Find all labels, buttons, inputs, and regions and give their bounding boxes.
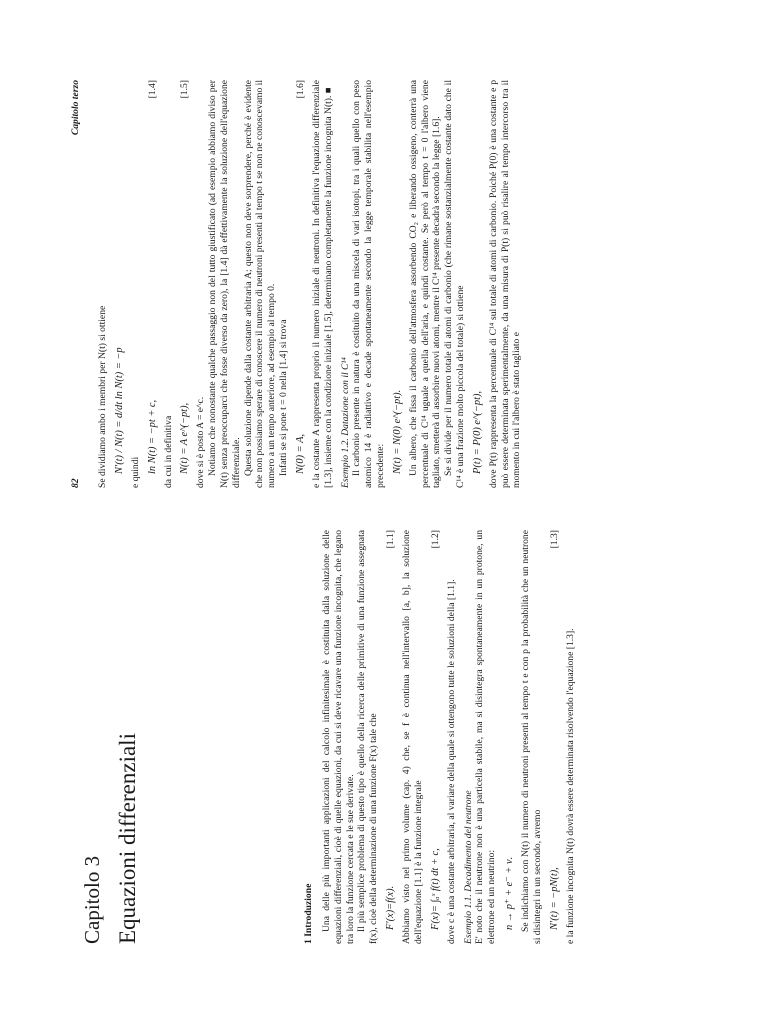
equation <box>392 80 403 488</box>
paragraph: Una delle più importanti applicazioni del calcolo infinitesimale è costituita dalla soluzione delle equazioni differenziali, cioè di quelle equazioni, da cui si deve ricavare una funzione incognita, che legano tra loro la funzione cercata e le sue derivate. <box>321 530 356 944</box>
paragraph: e quindi <box>129 456 141 488</box>
equation-body: n → p⁺ + e⁻ + ν. <box>503 856 515 930</box>
equation <box>385 530 396 944</box>
equation <box>179 80 190 488</box>
running-head: Capitolo terzo <box>70 80 81 136</box>
paragraph: dove si è posto A = e^c. <box>195 396 207 488</box>
equation-body: N′(t) = −pN(t), <box>548 867 560 930</box>
equation-body: F(x)= ∫ₐˣ f(t) dt + c, <box>429 848 441 930</box>
left-page <box>0 512 768 1024</box>
paragraph: Se indichiamo con N(t) il numero di neutroni presenti al tempo t e con p la probabilità che un neutrone si disintegri in un secondo, avremo <box>519 530 543 944</box>
paragraph: da cui in definitiva <box>162 415 174 488</box>
paragraph: dove c è una costante arbitraria, al variare della quale si ottengono tutte le soluzioni della [1.1]. <box>445 579 457 944</box>
equation <box>472 80 483 488</box>
paragraph: Questa soluzione dipende dalla costante arbitraria A; questo non deve sorprendere, perché è evidente che non possiamo sperare di conoscere il numero di neutroni presenti al tempo t se non ne conoscevamo il numero a un tempo anteriore, ad esempio al tempo 0. <box>242 80 278 488</box>
chapter-number: Capitolo 3 <box>80 855 104 944</box>
equation-tag: [1.2] <box>429 530 441 549</box>
equation <box>549 530 560 944</box>
equation <box>295 80 306 488</box>
equation <box>147 80 158 488</box>
paragraph: Notiamo che nonostante qualche passaggio non del tutto giustificato (ad esempio abbiamo diviso per N(t) senza preoccuparci che fosse diverso da zero), la [1.4] dà effettivamente la soluzione dell'equazione differenziale. <box>207 80 242 488</box>
paragraph: Se dividiamo ambo i membri per N(t) si ottiene <box>97 305 108 488</box>
equation-body: N′(t) / N(t) = d/dt ln N(t) = −p <box>113 347 125 474</box>
equation <box>114 80 125 488</box>
equation-tag: [1.4] <box>146 80 158 99</box>
equation-tag: [1.3] <box>548 530 560 549</box>
paragraph: Il carbonio presente in natura è costituito da una miscela di vari isotopi, tra i quali quello con peso atomico 14 è radiattivo e decade spontaneamente secondo la legge temporale stabilita nell'esempio precedente: <box>351 80 386 488</box>
example-title: Esempio 1.1. Decadimento del neutrone <box>463 790 475 944</box>
equation <box>430 530 441 944</box>
equation-body: N(t) = A e^(−pt), <box>179 402 191 474</box>
equation-tag: [1.5] <box>179 80 191 99</box>
equation-body: N(t) = N(0) e^(−pt). <box>391 389 403 474</box>
paragraph: dove P(t) rappresenta la percentuale di C¹⁴ sul totale di atomi di carbonio. Poiché P(0) è una costante e p può essere determinata sperimentalmente, da una misura di P(t) si può risalire al tempo intercorso tra il momento in cui l'albero è stato tagliato e <box>487 80 523 488</box>
chapter-title: Equazioni differenziali <box>115 733 140 944</box>
equation-body: N(0) = A, <box>294 433 306 474</box>
page-number: 82 <box>70 478 81 488</box>
paragraph: Il più semplice problema di questo tipo è quello della ricerca delle primitive di una funzione assegnata f(x), cioè della determinazione di una funzione F(x) tale che <box>356 530 380 944</box>
paragraph: Abbiamo visto nel primo volume (cap. 4) che, se f è continua nell'intervallo [a, b], la soluzione dell'equazione [1.1] è la funzione integrale <box>400 530 424 944</box>
example-title: Esempio 1.2. Datazione con il C¹⁴ <box>340 357 352 488</box>
paragraph: Infatti se si pone t = 0 nella [1.4] si trova <box>277 319 289 476</box>
running-header <box>70 80 81 488</box>
section-title: 1 Introduzione <box>303 883 314 944</box>
paragraph: e la funzione incognita N(t) dovrà essere determinata risolvendo l'equazione [1.3]. <box>564 628 576 944</box>
equation-body: P(t) = P(0) e^(−pt), <box>471 390 483 474</box>
paragraph: Un albero, che fissa il carbonio dell'atmosfera assorbendo CO₂ e liberando ossigeno, conterrà una percentuale di C¹⁴ uguale a quella dell'aria, e quindi costante. Se però al tempo t = 0 l'albero viene tagliato, smetterà di assorbire nuovi atomi, mentre il C¹⁴ presente decadrà secondo la legge [1.6]. <box>407 80 443 488</box>
equation-tag: [1.1] <box>384 530 396 549</box>
equation-body: F′(x)=f(x). <box>384 885 396 930</box>
paragraph: Se si divide per il numero totale di atomi di carbonio (che rimane sostanzialmente costante dato che il C¹⁴ è una frazione molto piccola del totale) si ottiene <box>443 80 466 488</box>
equation-body: ln N(t) = −pt + c, <box>146 399 158 474</box>
paragraph: E' noto che il neutrone non è una particella stabile, ma si disintegra spontaneamente in un protone, un elettrone ed un neutrino: <box>474 530 498 944</box>
paragraph: e la costante A rappresenta proprio il numero iniziale di neutroni. In definitiva l'equazione differenziale [1.3], insieme con la condizione iniziale [1.5], determinano completamente la funzione incognita N(t). ■ <box>310 80 334 488</box>
equation <box>503 530 515 944</box>
equation-tag: [1.6] <box>294 80 306 99</box>
